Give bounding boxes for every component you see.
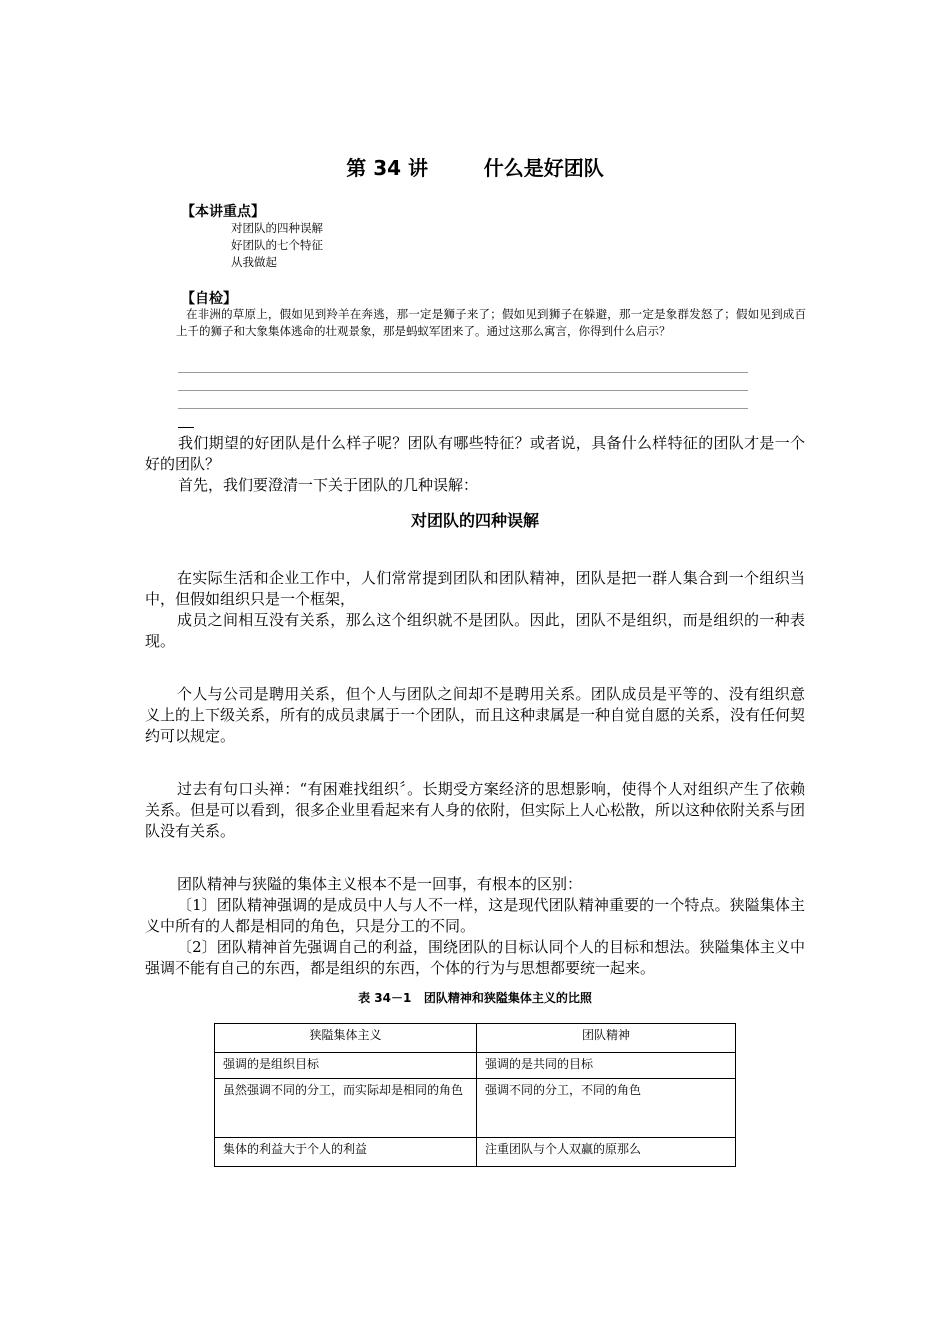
table-header-cell: 团队精神 <box>477 1024 736 1053</box>
lecture-title: 什么是好团队 <box>483 156 604 180</box>
body-paragraph: 〔1〕团队精神强调的是成员中人与人不一样，这是现代团队精神重要的一个特点。狭隘集体主义中所有的人都是相同的角色，只是分工的不同。 <box>145 896 805 935</box>
table-cell: 强调的是组织目标 <box>215 1053 477 1079</box>
table-header-cell: 狭隘集体主义 <box>215 1024 477 1053</box>
body-paragraph: 个人与公司是聘用关系，但个人与团队之间却不是聘用关系。团队成员是平等的、没有组织意义上的上下级关系，所有的成员隶属于一个团队，而且这种隶属是一种自觉自愿的关系，没有任何契约可以规定。 <box>145 685 806 745</box>
table-title: 团队精神和狭隘集体主义的比照 <box>423 991 592 1005</box>
short-divider <box>178 427 194 428</box>
body-paragraph: 团队精神与狭隘的集体主义根本不是一回事，有根本的区别： <box>177 875 583 893</box>
comparison-table <box>214 1023 736 1167</box>
self-check-text: 在非洲的草原上，假如见到羚羊在奔逃，那一定是狮子来了；假如见到狮子在躲避，那一定是象群发怒了；假如见到成百上千的狮子和大象集体逃命的壮观景象，那是蚂蚁军团来了。通过这那么寓言，你得到什么启示？ <box>176 307 806 338</box>
table-number: 表 34－1 <box>358 991 412 1005</box>
lecture-number: 第 34 讲 <box>346 156 429 180</box>
body-paragraph: 成员之间相互没有关系，那么这个组织就不是团队。因此，团队不是组织，而是组织的一种表现。 <box>145 611 805 650</box>
table-header-row <box>215 1024 736 1053</box>
table-cell: 虽然强调不同的分工，而实际却是相同的角色 <box>215 1079 477 1138</box>
answer-line <box>178 390 748 391</box>
table-row <box>215 1079 736 1138</box>
key-point-item: 好团队的七个特征 <box>231 238 323 252</box>
answer-line <box>178 372 748 373</box>
body-paragraph: 过去有句口头禅：“有困难找组织〞。长期受方案经济的思想影响，使得个人对组织产生了依赖关系。但是可以看到，很多企业里看起来有人身的依附，但实际上人心松散，所以这种依附关系与团队没有关系。 <box>145 780 806 840</box>
table-cell: 强调不同的分工，不同的角色 <box>477 1079 736 1138</box>
intro-paragraph: 我们期望的好团队是什么样子呢？团队有哪些特征？或者说，具备什么样特征的团队才是一个好的团队？ <box>145 434 805 473</box>
key-points-heading: 【本讲重点】 <box>181 204 265 220</box>
table-caption <box>0 990 950 1006</box>
intro-paragraph: 首先，我们要澄清一下关于团队的几种误解： <box>178 476 479 494</box>
key-point-item: 从我做起 <box>231 255 277 269</box>
self-check-heading: 【自检】 <box>181 291 237 307</box>
table-cell: 强调的是共同的目标 <box>477 1053 736 1079</box>
body-paragraph: 在实际生活和企业工作中，人们常常提到团队和团队精神，团队是把一群人集合到一个组织当中，但假如组织只是一个框架， <box>145 569 805 608</box>
key-point-item: 对团队的四种误解 <box>231 221 323 235</box>
section-title: 对团队的四种误解 <box>410 511 539 530</box>
answer-line <box>178 408 748 409</box>
table-row <box>215 1053 736 1079</box>
table-row <box>215 1138 736 1167</box>
table-cell: 注重团队与个人双赢的原那么 <box>477 1138 736 1167</box>
table-cell: 集体的利益大于个人的利益 <box>215 1138 477 1167</box>
page-title <box>0 154 950 182</box>
body-paragraph: 〔2〕团队精神首先强调自己的利益，围绕团队的目标认同个人的目标和想法。狭隘集体主义中强调不能有自己的东西，都是组织的东西，个体的行为与思想都要统一起来。 <box>145 938 805 977</box>
